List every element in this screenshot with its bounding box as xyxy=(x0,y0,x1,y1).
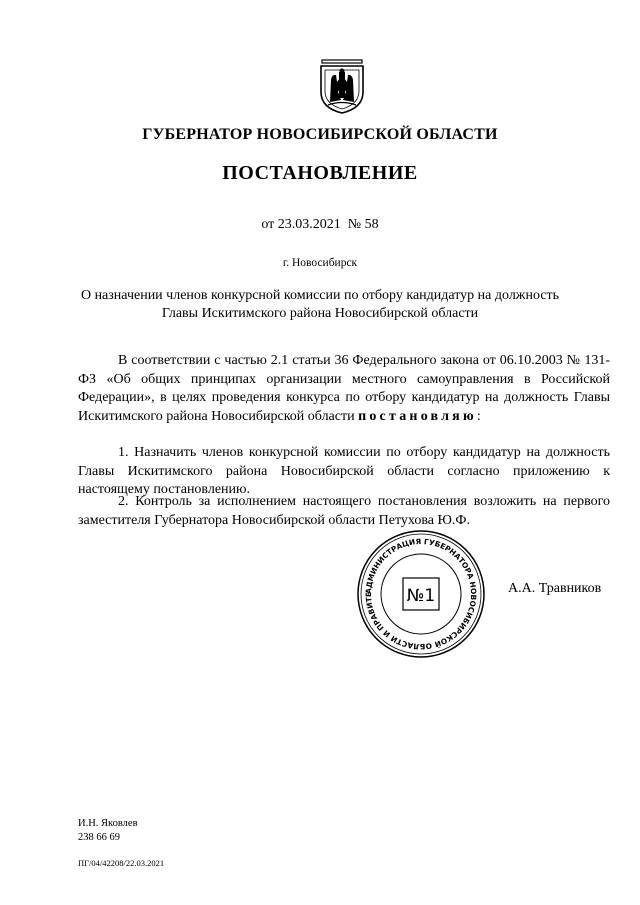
document-subject xyxy=(0,287,640,323)
official-seal-icon xyxy=(355,528,487,660)
city-line: г. Новосибирск xyxy=(282,257,358,269)
document-type: ПОСТАНОВЛЕНИЕ xyxy=(222,162,418,184)
item-2-paragraph: 2. Контроль за исполнением настоящего постановления возложить на первого заместителя Губернатора Новосибирской области Петухова Ю.Ф. xyxy=(78,494,610,528)
intro-paragraph xyxy=(78,352,610,426)
authority-title: ГУБЕРНАТОР НОВОСИБИРСКОЙ ОБЛАСТИ xyxy=(142,126,498,143)
decree-word: постановляю xyxy=(358,408,477,424)
decree-colon: : xyxy=(476,408,481,424)
executor-name: И.Н. Яковлев xyxy=(78,818,138,829)
coat-of-arms-icon xyxy=(317,58,367,114)
signatory-name: А.А. Травников xyxy=(508,581,602,596)
item-1-paragraph: 1. Назначить членов конкурсной комиссии по отбору кандидатур на должность Главы Искитимского района Новосибирской области согласно приложению к настоящему постановлению. xyxy=(78,445,610,497)
executor-phone: 238 66 69 xyxy=(78,832,120,843)
seal-number: №1 xyxy=(406,586,436,606)
subject-line-1: О назначении членов конкурсной комиссии по отбору кандидатур на должность xyxy=(80,288,560,303)
seal-text: АДМИНИСТРАЦИЯ ГУБЕРНАТОРА НОВОСИБИРСКОЙ ОБЛАСТИ И ПРАВИТЕ xyxy=(363,536,479,652)
intro-text: В соответствии с частью 2.1 статьи 36 Федерального закона от 06.10.2003 № 131-ФЗ «Об общих принципах организации местного самоуправления в Российской Федерации», в целях проведения конкурса по отбору кандидатур на должность Главы Искитимского района Новосибирской области xyxy=(78,353,610,424)
subject-line-2: Главы Искитимского района Новосибирской области xyxy=(161,306,479,321)
document-code: ПГ/04/42208/22.03.2021 xyxy=(78,858,165,868)
date-number-line: от 23.03.2021 № 58 xyxy=(261,217,379,232)
